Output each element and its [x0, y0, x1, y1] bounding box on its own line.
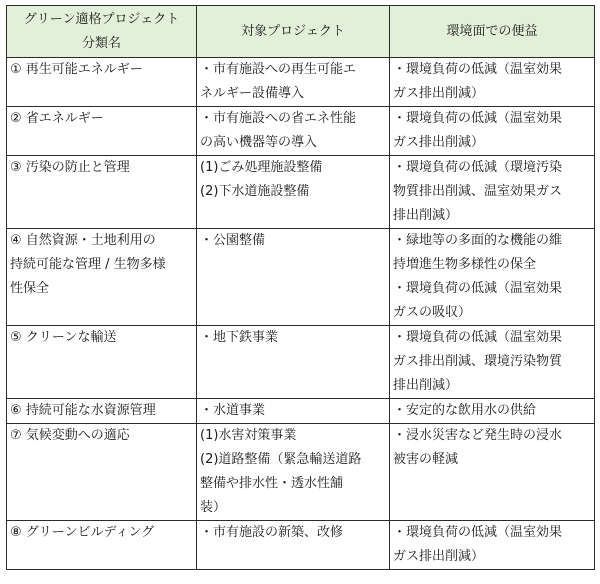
header-projects: 対象プロジェクト — [197, 6, 390, 58]
cell-line: ・市有施設の新築、改修 — [200, 525, 344, 540]
cell-line: ⑦ 気候変動への適応 — [10, 428, 130, 443]
cell-line: ・浸水災害など発生時の浸水 — [393, 428, 563, 443]
benefits-cell — [390, 107, 595, 156]
cell-line: (2)下水道施設整備 — [200, 184, 310, 199]
table-row — [7, 399, 595, 424]
cell-line: ・安定的な飲用水の供給 — [393, 403, 537, 418]
cell-line: (1)水害対策事業 — [200, 428, 297, 443]
header-category-line: グリーン適格プロジェクト — [23, 11, 180, 27]
benefits-cell — [390, 156, 595, 229]
cell-line: ・環境負荷の低減（環境汚染 — [393, 160, 563, 175]
table-row — [7, 107, 595, 156]
cell-line: ④ 自然資源・土地利用の — [10, 233, 156, 248]
cell-line: ・地下鉄事業 — [200, 330, 279, 345]
category-cell — [7, 107, 197, 156]
category-cell — [7, 521, 197, 570]
cell-line: ③ 汚染の防止と管理 — [10, 160, 130, 175]
benefits-cell — [390, 399, 595, 424]
table-row — [7, 229, 595, 326]
table-row — [7, 521, 595, 570]
projects-cell — [197, 326, 390, 399]
cell-line: ⑧ グリーンビルディング — [10, 525, 155, 540]
header-benefits: 環境面での便益 — [390, 6, 595, 58]
projects-cell — [197, 521, 390, 570]
cell-line: ・環境負荷の低減（温室効果 — [393, 330, 563, 345]
category-cell — [7, 156, 197, 229]
benefits-cell — [390, 424, 595, 521]
cell-line: ・環境負荷の低減（温室効果 — [393, 281, 563, 296]
projects-cell — [197, 156, 390, 229]
cell-line: 排出削減） — [393, 378, 459, 393]
table-row — [7, 326, 595, 399]
category-cell — [7, 424, 197, 521]
benefits-cell — [390, 58, 595, 107]
benefits-cell — [390, 326, 595, 399]
cell-line: 被害の軽減 — [393, 452, 459, 467]
green-project-table — [6, 5, 595, 570]
projects-cell — [197, 107, 390, 156]
benefits-cell — [390, 521, 595, 570]
cell-line: 排出削減） — [393, 208, 459, 223]
cell-line: ・市有施設への再生可能エ — [200, 62, 357, 77]
cell-line: ガス排出削減） — [393, 86, 485, 101]
cell-line: ・環境負荷の低減（温室効果 — [393, 111, 563, 126]
projects-cell — [197, 399, 390, 424]
cell-line: ・市有施設への省エネ性能 — [200, 111, 357, 126]
cell-line: 性保全 — [10, 281, 50, 296]
cell-line: 物質排出削減、温室効果ガス — [393, 184, 563, 199]
cell-line: (2)道路整備（緊急輸送道路 — [200, 452, 362, 467]
cell-line: (1)ごみ処理施設整備 — [200, 160, 323, 175]
table-row — [7, 424, 595, 521]
cell-line: ガス排出削減） — [393, 135, 485, 150]
cell-line: ・水道事業 — [200, 403, 266, 418]
table-row — [7, 156, 595, 229]
cell-line: ガスの吸収） — [393, 305, 472, 320]
cell-line: ⑤ クリーンな輸送 — [10, 330, 117, 345]
cell-line: ② 省エネルギー — [10, 111, 104, 126]
table-header-row — [7, 6, 595, 58]
cell-line: ガス排出削減） — [393, 549, 485, 564]
cell-line: 持増進生物多様性の保全 — [393, 257, 537, 272]
cell-line: 整備や排水性・透水性舗 — [200, 476, 344, 491]
cell-line: ① 再生可能エネルギー — [10, 62, 143, 77]
header-category-line: 分類名 — [81, 35, 121, 51]
category-cell — [7, 326, 197, 399]
cell-line: ・緑地等の多面的な機能の維 — [393, 233, 563, 248]
cell-line: ・環境負荷の低減（温室効果 — [393, 62, 563, 77]
category-cell — [7, 229, 197, 326]
category-cell — [7, 58, 197, 107]
cell-line: ガス排出削減、環境汚染物質 — [393, 354, 563, 369]
projects-cell — [197, 424, 390, 521]
cell-line: ⑥ 持続可能な水資源管理 — [10, 403, 156, 418]
table-row — [7, 58, 595, 107]
cell-line: ・環境負荷の低減（温室効果 — [393, 525, 563, 540]
cell-line: の高い機器等の導入 — [200, 135, 318, 150]
benefits-cell — [390, 229, 595, 326]
projects-cell — [197, 58, 390, 107]
cell-line: 持続可能な管理 / 生物多様 — [10, 257, 166, 272]
header-category — [7, 6, 197, 58]
cell-line: ・公園整備 — [200, 233, 266, 248]
cell-line: ネルギー設備導入 — [200, 86, 305, 101]
projects-cell — [197, 229, 390, 326]
category-cell — [7, 399, 197, 424]
cell-line: 装） — [200, 500, 227, 515]
